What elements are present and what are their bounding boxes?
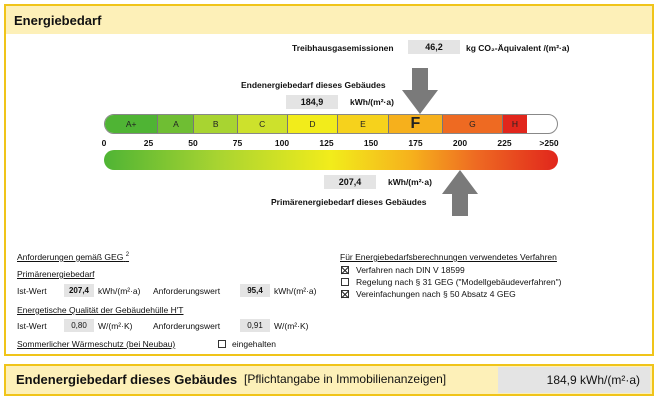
emissions-label: Treibhausgasemissionen [292, 43, 394, 53]
endenergie-arrow-icon [402, 68, 438, 116]
efficiency-class-a: A [158, 115, 194, 133]
footer-value: 184,9 kWh/(m²·a) [498, 367, 650, 393]
ist-wert2-value: 0,80 [64, 319, 94, 332]
scale-tick-label: 125 [319, 138, 334, 148]
verfahren-checkbox[interactable] [341, 266, 349, 274]
anforderungswert-label: Anforderungswert [153, 286, 221, 296]
verfahren-checkbox[interactable] [341, 290, 349, 298]
primaer-unit: kWh/(m²·a) [388, 177, 432, 187]
efficiency-class-f: F [389, 115, 443, 133]
anforderungen-title: Anforderungen gemäß GEG $^2$ [17, 252, 130, 262]
efficiency-class-c: C [238, 115, 288, 133]
efficiency-class-h: H [503, 115, 527, 133]
huelle-section-title: Energetische Qualität der Gebäudehülle H′T [17, 305, 184, 315]
scale-tick-label: 225 [497, 138, 512, 148]
scale-tick-label: 175 [408, 138, 423, 148]
ist-wert-label: Ist-Wert [17, 286, 47, 296]
efficiency-class-e: E [338, 115, 389, 133]
scale-tick-label: 200 [452, 138, 468, 148]
eingehalten-label: eingehalten [232, 339, 276, 349]
scale-tick-label: 100 [274, 138, 290, 148]
anforderungswert2-value: 0,91 [240, 319, 270, 332]
eingehalten-checkbox[interactable] [218, 340, 226, 348]
ist-wert2-unit: W/(m²·K) [98, 321, 133, 331]
ist-wert-unit: kWh/(m²·a) [98, 286, 141, 296]
efficiency-class-g: G [443, 115, 503, 133]
footer-title: Endenergiebedarf dieses Gebäudes [16, 372, 238, 387]
footer-subtitle: [Pflichtangabe in Immobilienanzeigen] [244, 372, 447, 386]
endenergie-unit: kWh/(m²·a) [350, 97, 394, 107]
efficiency-gradient-bar [104, 150, 558, 170]
efficiency-class-aplus: A+ [105, 115, 158, 133]
efficiency-class-b: B [194, 115, 237, 133]
scale-tick-label: 150 [363, 138, 379, 148]
scale-tick-label: 25 [143, 138, 154, 148]
page-title: Energiebedarf [14, 13, 102, 28]
header-bar [6, 6, 652, 34]
verfahren-option-label: Vereinfachungen nach § 50 Absatz 4 GEG [356, 289, 516, 299]
verfahren-checkbox[interactable] [341, 278, 349, 286]
anforderungswert-unit: kWh/(m²·a) [274, 286, 317, 296]
efficiency-class-d: D [288, 115, 339, 133]
emissions-unit: kg CO₂-Äquivalent /(m²·a) [466, 43, 570, 53]
endenergie-value: 184,9 [286, 95, 338, 109]
primaer-section-title: Primärenergiebedarf [17, 269, 95, 279]
scale-tick-label: 0 [101, 138, 107, 148]
ist-wert2-label: Ist-Wert [17, 321, 47, 331]
verfahren-title: Für Energiebedarfsberechnungen verwendetes Verfahren [340, 252, 557, 262]
primaer-value: 207,4 [324, 175, 376, 189]
emissions-value: 46,2 [408, 40, 460, 54]
endenergie-label: Endenergiebedarf dieses Gebäudes [241, 80, 386, 90]
scale-tick-label: 50 [188, 138, 198, 148]
waermeschutz-label: Sommerlicher Wärmeschutz (bei Neubau) [17, 339, 176, 349]
anforderungswert2-label: Anforderungswert [153, 321, 221, 331]
primaer-arrow-icon [442, 170, 478, 218]
anforderungswert-value: 95,4 [240, 284, 270, 297]
efficiency-class-scale [104, 114, 558, 134]
verfahren-option-label: Verfahren nach DIN V 18599 [356, 265, 465, 275]
primaer-label: Primärenergiebedarf dieses Gebäudes [271, 197, 427, 207]
ist-wert-value: 207,4 [64, 284, 94, 297]
scale-tick-label: >250 [539, 138, 559, 148]
scale-tick-label: 75 [232, 138, 243, 148]
anforderungswert2-unit: W/(m²·K) [274, 321, 309, 331]
verfahren-option-label: Regelung nach § 31 GEG ("Modellgebäudeverfahren") [356, 277, 562, 287]
